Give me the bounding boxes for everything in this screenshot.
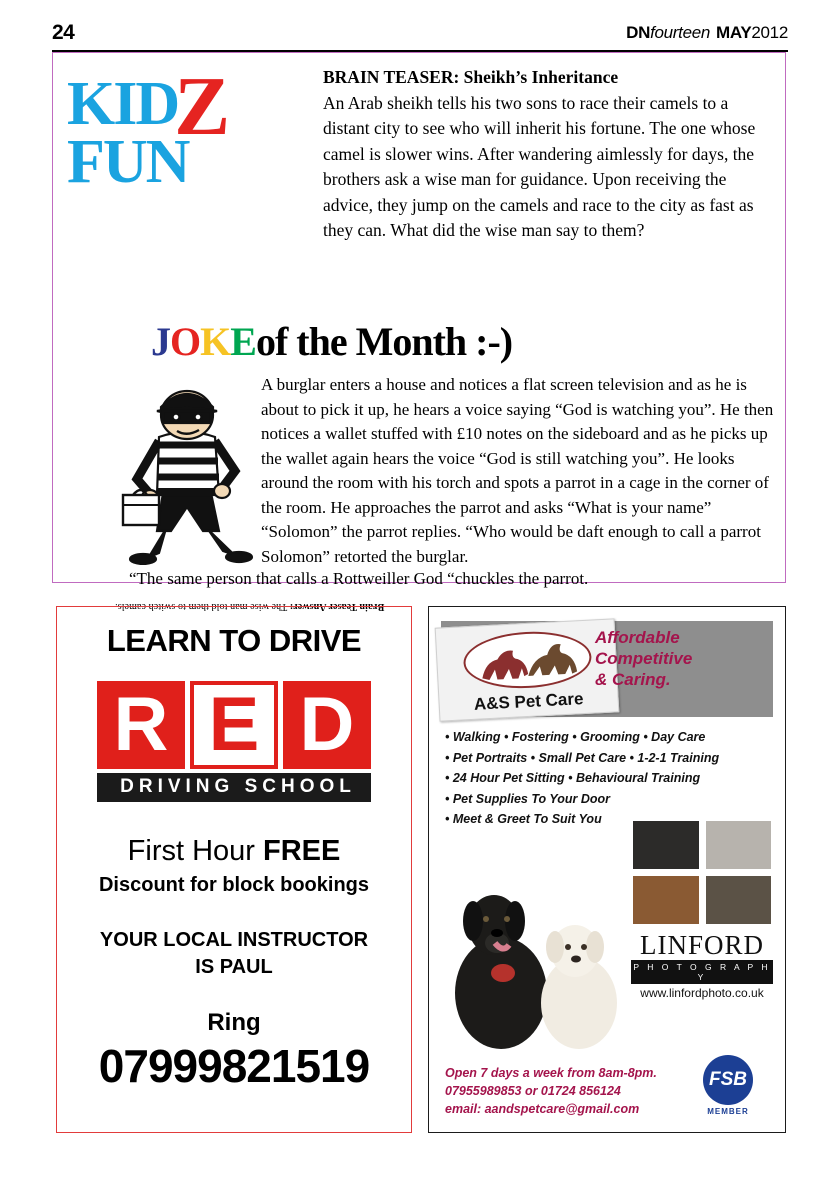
pet-logo-oval	[462, 629, 593, 692]
drive-ad-offer	[57, 835, 411, 868]
kidz-fun-panel	[52, 52, 786, 612]
red-logo-letter-d: D	[283, 681, 371, 769]
drive-ad-instructor	[57, 927, 411, 981]
linford-subtitle: P H O T O G R A P H Y	[631, 960, 773, 984]
pet-service-line: • 24 Hour Pet Sitting • Behavioural Training	[445, 771, 701, 785]
drive-ad-discount: Discount for block bookings	[98, 874, 369, 896]
linford-photography-logo	[631, 930, 773, 1000]
kidz-fun-logo	[67, 60, 307, 196]
dogs-photo	[439, 843, 639, 1053]
pet-care-advert[interactable]	[428, 606, 786, 1133]
masthead-month: MAY	[716, 23, 752, 42]
burglar-illustration	[119, 375, 259, 565]
linford-name: LINFORD	[639, 930, 764, 960]
pet-ad-header	[441, 621, 773, 717]
pet-photo-collage	[631, 819, 773, 1000]
red-logo-letter-e: E	[190, 681, 278, 769]
joke-heading-rest: of the Month :-)	[255, 319, 513, 364]
masthead	[626, 22, 788, 44]
joke-letter-o: O	[170, 319, 201, 364]
brain-teaser-answer-label: Brain Teaser Answer:	[289, 601, 385, 612]
drive-ad-instructor-line2: IS PAUL	[195, 956, 273, 978]
fsb-member-label: MEMBER	[707, 1107, 749, 1116]
pet-ad-contact	[445, 1064, 695, 1118]
brain-teaser-title: BRAIN TEASER: Sheikh’s Inheritance	[323, 67, 619, 87]
drive-ad-phone-number[interactable]: 07999821519	[98, 1040, 370, 1092]
fsb-logo-icon: FSB	[703, 1055, 753, 1105]
brain-teaser	[323, 65, 775, 244]
page-number: 24	[52, 21, 75, 44]
masthead-dn: DN	[626, 23, 651, 42]
page-header	[52, 22, 788, 52]
fsb-member-badge	[697, 1055, 759, 1116]
pet-photo-grid	[631, 819, 773, 926]
kidz-logo-kid: KID	[67, 70, 179, 138]
pet-ad-phones[interactable]: 07955989853 or 01724 856124	[445, 1084, 621, 1098]
pet-tagline-line2: Competitive	[595, 649, 693, 668]
dog-photo	[704, 874, 774, 926]
pet-logo-text: A&S Pet Care	[473, 689, 584, 714]
dog-photo	[631, 819, 701, 871]
pet-ad-hours: Open 7 days a week from 8am-8pm.	[445, 1066, 657, 1080]
brain-teaser-answer-text: The wise man told them to switch camels.	[115, 601, 290, 612]
kidz-logo-z: Z	[174, 60, 229, 153]
kidz-logo-fun: FUN	[67, 128, 189, 196]
kidz-logo-line-1	[67, 60, 307, 153]
red-logo-letter-r: R	[97, 681, 185, 769]
pet-ad-services-list	[445, 727, 785, 830]
dog-silhouettes-icon	[464, 631, 591, 689]
pet-ad-tagline	[595, 627, 765, 690]
drive-ad-title: LEARN TO DRIVE	[106, 623, 362, 658]
drive-ad-offer-pre: First Hour	[127, 835, 263, 867]
dog-photo	[631, 874, 701, 926]
red-logo-subtitle: DRIVING SCHOOL	[97, 773, 371, 802]
pet-service-line: • Pet Portraits • Small Pet Care • 1-2-1 Training	[445, 750, 720, 765]
masthead-fourteen: fourteen	[650, 23, 711, 42]
linford-website-url[interactable]: www.linfordphoto.co.uk	[640, 986, 764, 1000]
pet-tagline-line1: Affordable	[595, 628, 680, 647]
pet-ad-email[interactable]: email: aandspetcare@gmail.com	[445, 1102, 640, 1116]
pet-care-logo	[435, 618, 620, 721]
drive-ad-ring-label: Ring	[207, 1009, 261, 1036]
masthead-year: 2012	[751, 23, 788, 42]
pet-service-line: • Pet Supplies To Your Door	[445, 791, 611, 806]
pet-service-line: • Meet & Greet To Suit You	[445, 812, 602, 826]
joke-letter-j: J	[151, 319, 170, 364]
dog-photo	[704, 819, 774, 871]
red-driving-school-logo	[57, 681, 411, 801]
brain-teaser-body: An Arab sheikh tells his two sons to race their camels to a distant city to see who will inherit his fortune. The one whose camel is slower wins. After wandering aimlessly for days, the brothers ask a wise man for guidance. Upon receiving the advice, they jump on the camels and race to the city as fast as they can. What did the wise man say to them?	[323, 92, 756, 240]
drive-ad-instructor-line1: YOUR LOCAL INSTRUCTOR	[99, 929, 369, 951]
pet-tagline-line3: & Caring.	[595, 670, 671, 689]
joke-of-the-month-heading	[151, 321, 512, 363]
joke-closing-line: “The same person that calls a Rottweiller God “chuckles the parrot.	[129, 569, 589, 588]
pet-service-line: • Walking • Fostering • Grooming • Day Care	[445, 730, 706, 744]
joke-letter-e: E	[230, 319, 256, 364]
joke-body: A burglar enters a house and notices a flat screen television and as he is about to pick it up, he hears a voice saying “God is watching you”. He then notices a wallet stuffed with £10 notes on the sideboard and as he picks up the wallet again hears the voice “God is still watching you”. He looks around the room with his torch and spots a parrot in a cage in the corner of the room. He approaches the parrot and asks “What is your name” “Solomon” the parrot replies. “Who would be daft enough to call a parrot Solomon” retorted the burglar.	[261, 375, 774, 566]
learn-to-drive-advert[interactable]	[56, 606, 412, 1133]
drive-ad-offer-free: FREE	[263, 835, 341, 867]
joke-letter-k: K	[200, 319, 231, 364]
